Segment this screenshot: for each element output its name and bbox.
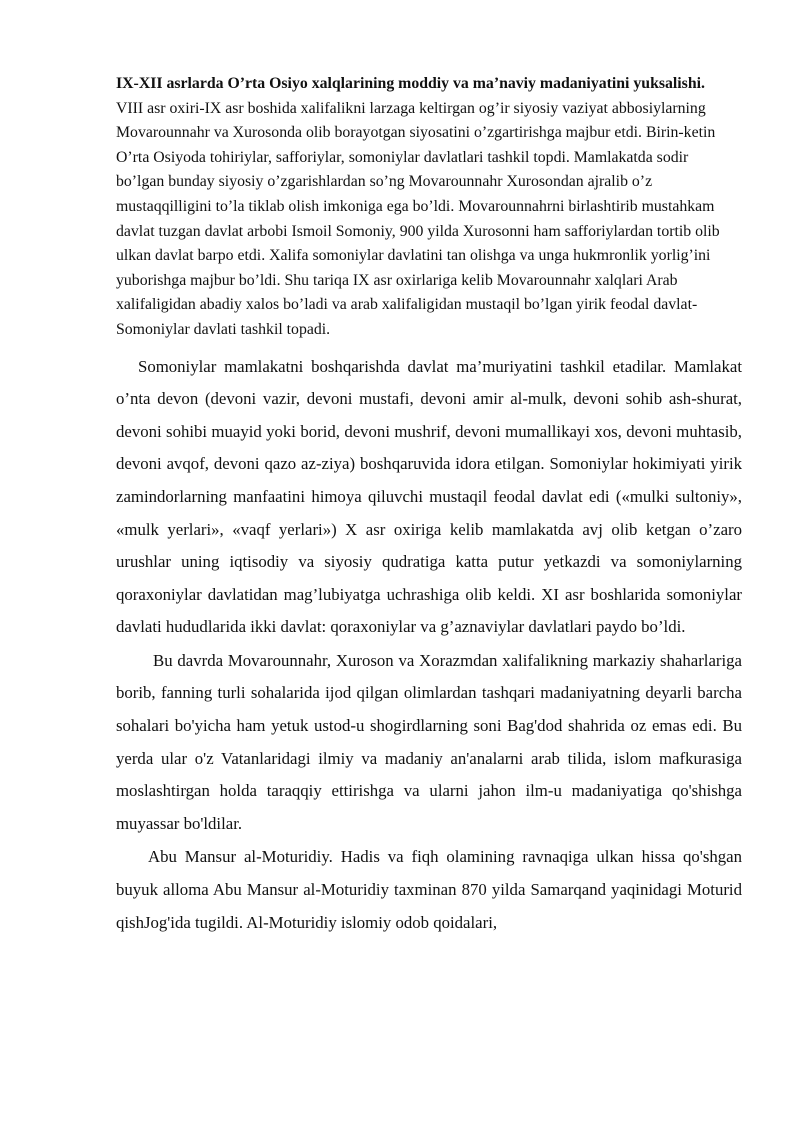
paragraph-text: VIII asr oxiri-IX asr boshida xalifalikni larzaga keltirgan og’ir siyosiy vaziyat abbosiylarning Movarounnahr va Xurosonda olib borayotgan siyosatini o’zgartirishga majbur etdi. Birin-ketin O’rta Osiyoda tohiriylar, safforiylar, somoniylar davlatlari tashkil topdi. Mamlakatda sodir bo’lgan bunday siyosiy o’zgarishlardan so’ng Movarounnahr Xurosondan ajralib o’z mustaqqilligini to’la tiklab olish imkoniga ega bo’ldi. Movarounnahrni birlashtirib mustahkam davlat tuzgan davlat arbobi Ismoil Somoniy, 900 yilda Xurosonni ham safforiylardan tortib olib ulkan davlat barpo etdi. Xalifa somoniylar davlatini tan olishga va unga hukmronlik yorlig’ini yuborishga majbur bo’ldi. Shu tariqa IX asr oxirlariga kelib Movarounnahr xalqlari Arab xalifaligidan abadiy xalos bo’ladi va arab xalifaligidan mustaqil bo’lgan yirik feodal davlat-Somoniylar davlati tashkil topadi.: [116, 99, 720, 338]
paragraph-moturidiy: Abu Mansur al-Moturidiy. Hadis va fiqh olamining ravnaqiga ulkan hissa qo'shgan buyuk alloma Abu Mansur al-Moturidiy taxminan 870 yilda Samarqand yaqinidagi Moturid qishJog'ida tugildi. Al-Moturidiy islomiy odob qoidalari,: [116, 847, 742, 932]
paragraph-intro: [116, 72, 742, 343]
paragraph-administration: Somoniylar mamlakatni boshqarishda davlat ma’muriyatini tashkil etadilar. Mamlakat o’nta devon (devoni vazir, devoni mustafi, devoni amir al-mulk, devoni sohib ash-shurat, devoni sohibi muayid yoki borid, devoni mushrif, devoni mumallikayi xos, devoni muhtasib, devoni avqof, devoni qazo az-ziya) boshqaruvida idora etilgan. Somoniylar hokimiyati yirik zamindorlarning manfaatini himoya qiluvchi mustaqil feodal davlat edi («mulki sultoniy», «mulk yerlari», «vaqf yerlari») X asr oxiriga kelib mamlakatda avj olib ketgan o’zaro urushlar uning iqtisodiy va siyosiy qudratiga katta putur yetkazdi va somoniylarning qoraxoniylar davlatidan mag’lubiyatga uchrashiga olib keldi. XI asr boshlarida somoniylar davlati hududlarida ikki davlat: qoraxoniylar va g’aznaviylar davlatlari paydo bo’ldi.: [116, 356, 742, 637]
section-heading: IX-XII asrlarda O’rta Osiyo xalqlarining moddiy va ma’naviy madaniyatini yuksalishi.: [116, 75, 705, 92]
paragraph-culture: Bu davrda Movarounnahr, Xuroson va Xorazmdan xalifalikning markaziy shaharlariga borib, fanning turli sohalarida ijod qilgan olimlardan tashqari madaniyatning deyarli barcha sohalari bo'yicha ham yetuk ustod-u shogirdlarning soni Bag'dod shahrida oz emas edi. Bu yerda ular o'z Vatanlaridagi ilmiy va madaniy an'analarni arab tilida, islom mafkurasiga moslashtirgan holda taraqqiy ettirishga va ularni jahon ilm-u madaniyatiga qo'shishga muyassar bo'ldilar.: [116, 650, 742, 833]
